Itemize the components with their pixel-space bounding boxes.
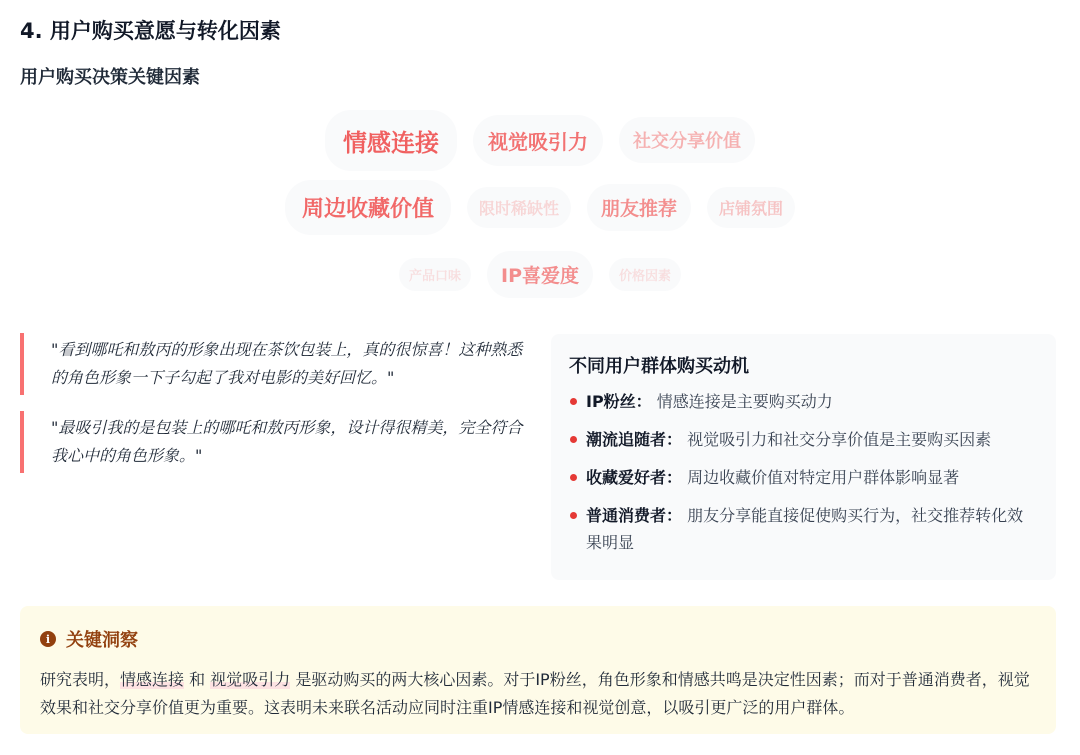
factor-tag: 情感连接 [325,110,457,171]
factor-tag: IP喜爱度 [487,251,593,298]
factor-tag-cloud [0,108,1080,308]
bullet-dot-icon [570,512,577,519]
motive-item [569,502,1038,556]
user-quotes [20,333,525,489]
motives-card [551,334,1056,580]
insight-highlight: 情感连接 [120,670,185,689]
motives-title: 不同用户群体购买动机 [569,356,749,377]
motive-item [569,388,1038,415]
insight-title: 关键洞察 [66,630,138,651]
factor-tag: 朋友推荐 [587,184,691,231]
motive-description: 视觉吸引力和社交分享价值是主要购买因素 [687,430,992,449]
tag-row [0,180,1080,234]
motive-group-name: 潮流追随者： [586,430,683,449]
user-quote: "最吸引我的是包装上的哪吒和敖丙形象，设计得很精美，完全符合我心中的角色形象。" [20,411,525,473]
motive-item [569,464,1038,491]
sub-title: 用户购买决策关键因素 [20,67,200,88]
factor-tag: 周边收藏价值 [285,180,451,235]
factor-tag: 视觉吸引力 [473,115,603,166]
tag-row [0,112,1080,168]
motive-group-name: IP粉丝： [586,392,652,411]
factor-tag: 产品口味 [399,258,471,291]
motive-item [569,426,1038,453]
insight-highlight: 视觉吸引力 [210,670,291,689]
factor-tag: 限时稀缺性 [467,187,571,228]
insight-header [40,626,1036,652]
factor-tag: 店铺氛围 [707,187,795,228]
insight-text: 和 [184,670,211,689]
factor-tag: 社交分享价值 [619,117,755,163]
info-icon: i [40,631,56,647]
motive-description: 情感连接是主要购买动力 [656,392,833,411]
motive-description: 周边收藏价值对特定用户群体影响显著 [687,468,960,487]
motive-group-name: 收藏爱好者： [586,468,683,487]
user-quote: "看到哪吒和敖丙的形象出现在茶饮包装上，真的很惊喜！这种熟悉的角色形象一下子勾起了我对电影的美好回忆。" [20,333,525,395]
motive-description: 朋友分享能直接促使购买行为，社交推荐转化效果明显 [586,506,1024,552]
bullet-dot-icon [570,398,577,405]
motive-group-name: 普通消费者： [586,506,683,525]
insight-body [40,666,1036,722]
key-insight-box [20,606,1056,734]
factor-tag: 价格因素 [609,258,681,291]
section-title: 4. 用户购买意愿与转化因素 [20,19,281,43]
insight-text: 研究表明， [40,670,121,689]
tag-row [0,248,1080,300]
bullet-dot-icon [570,436,577,443]
bullet-dot-icon [570,474,577,481]
insight-text: 是驱动购买的两大核心因素。对于IP粉丝，角色形象和情感共鸣是决定性因素；而对于普通消费者，视觉效果和社交分享价值更为重要。这表明未来联名活动应同时注重IP情感连接和视觉创意，以吸引更广泛的用户群体。 [40,670,1030,717]
